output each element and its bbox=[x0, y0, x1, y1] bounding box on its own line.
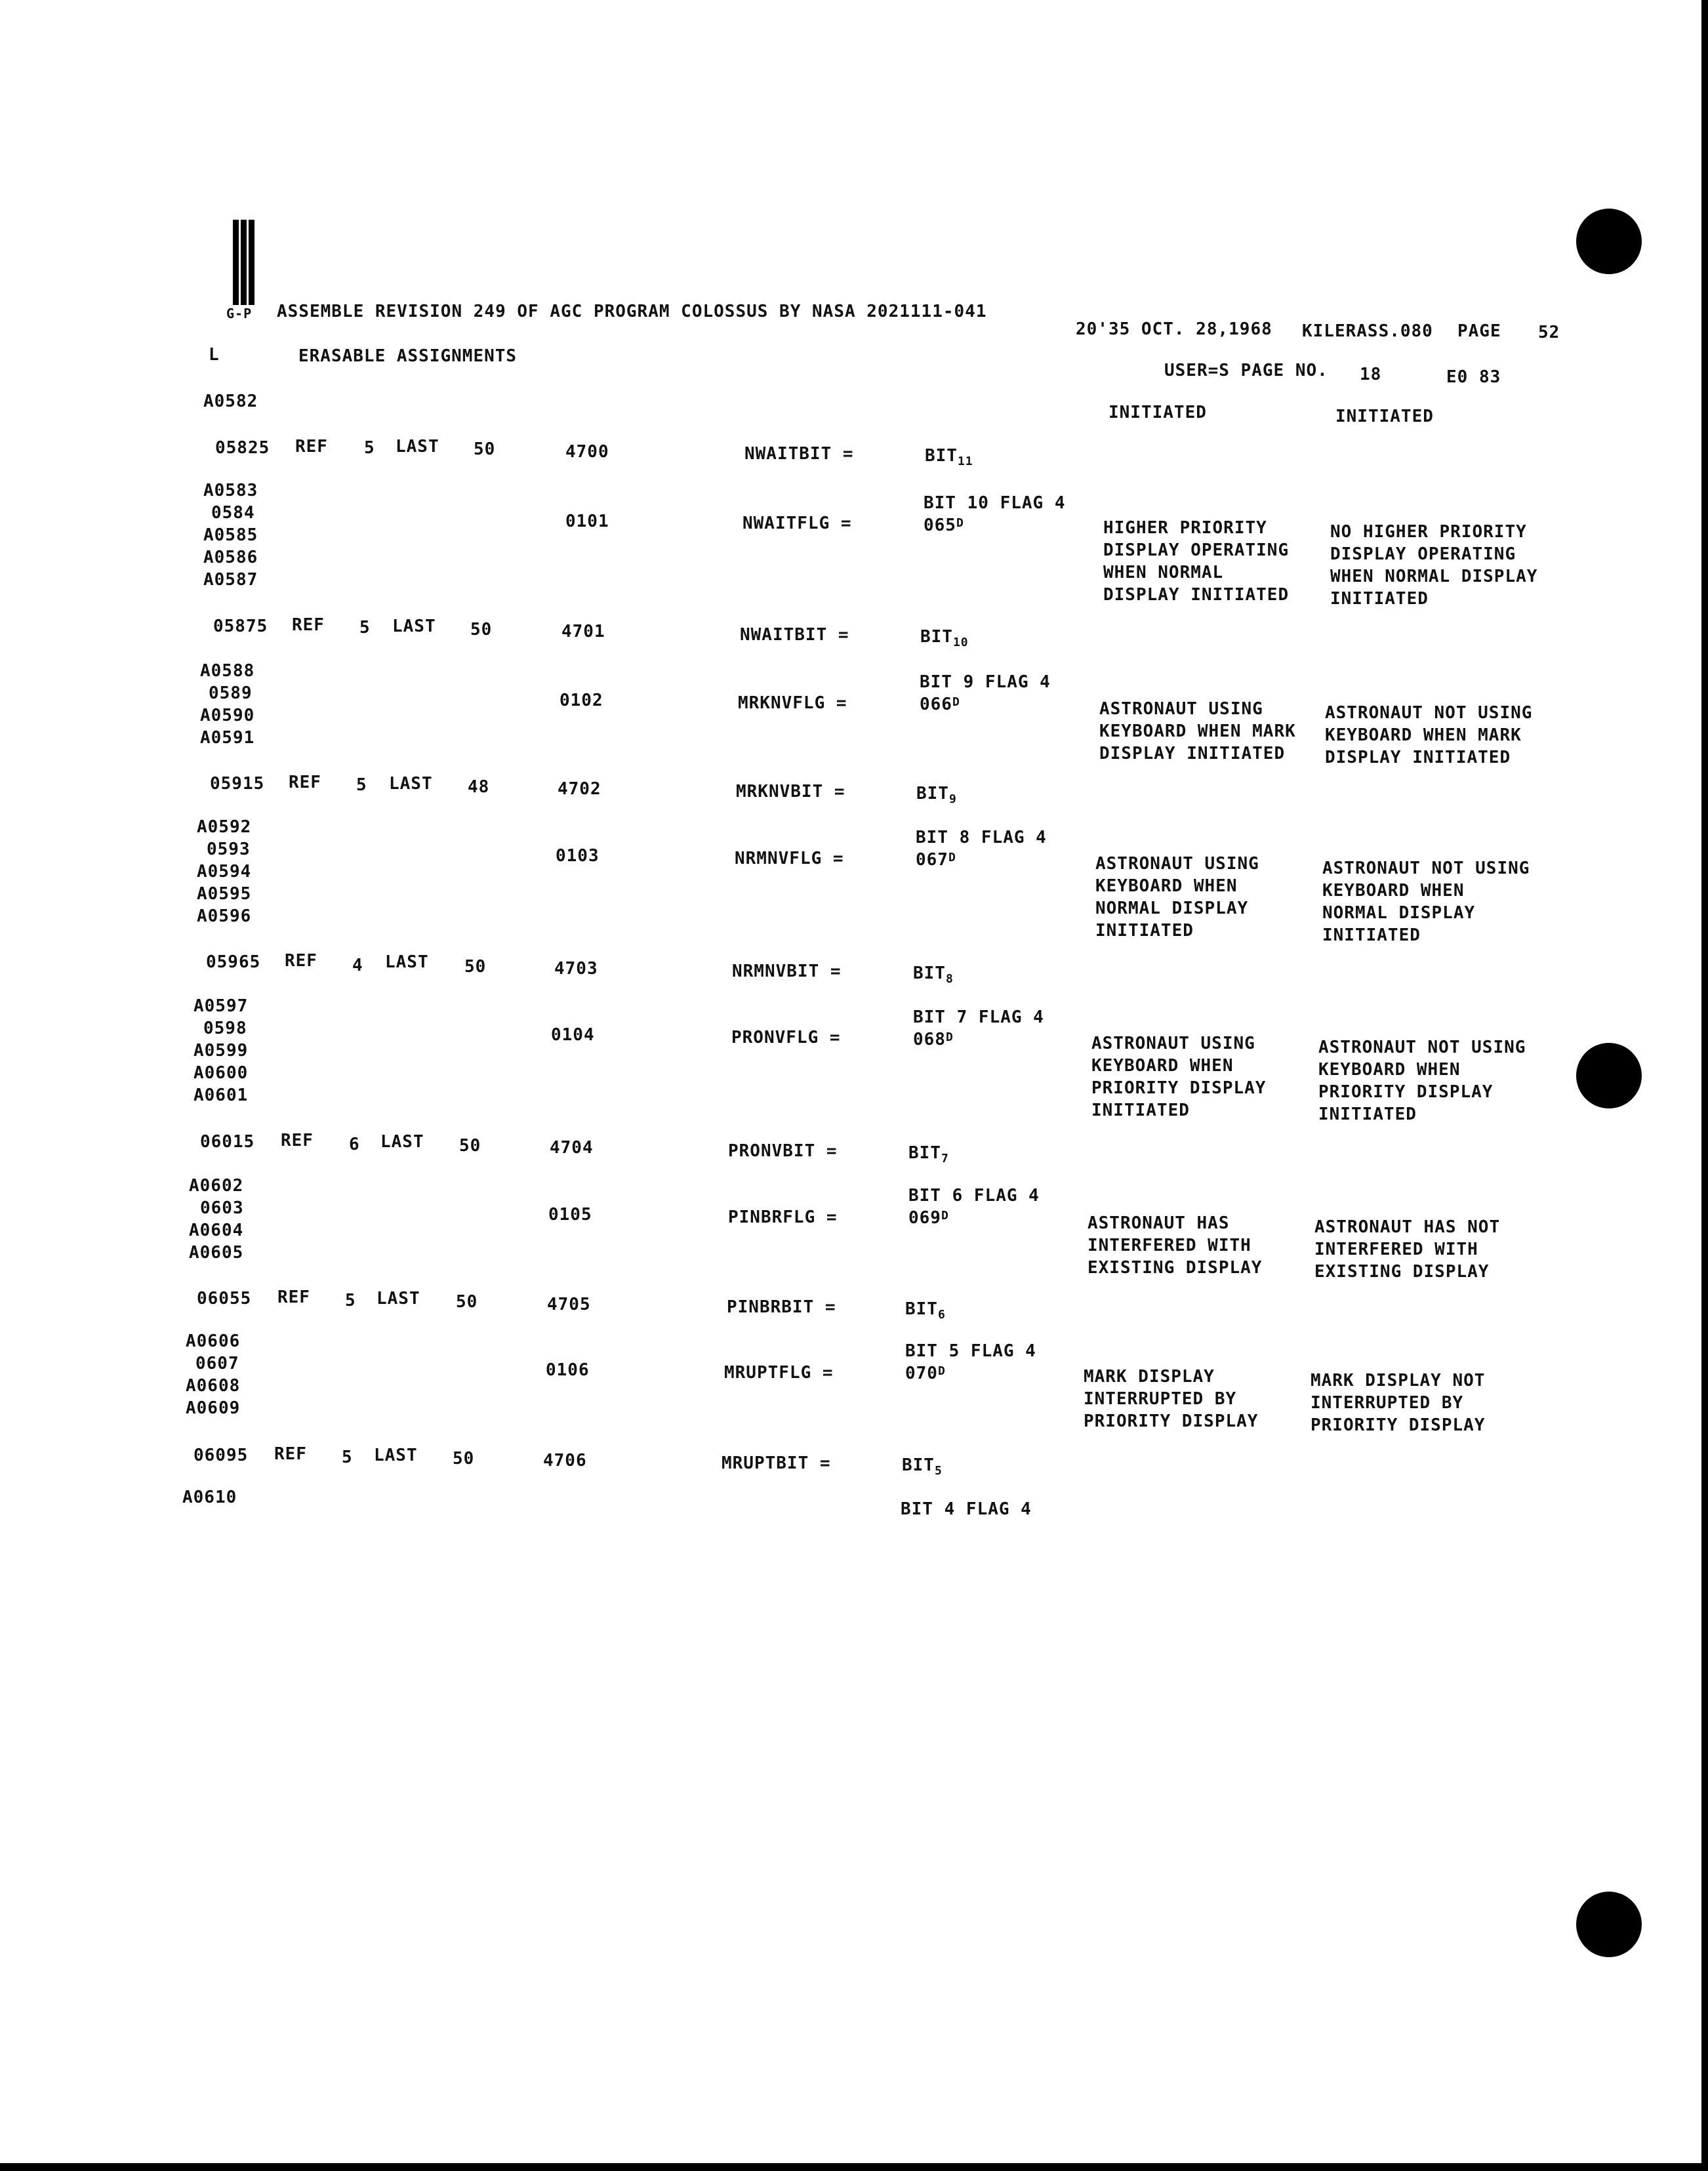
symbol-name: NWAITFLG = bbox=[742, 514, 852, 533]
comment-set: ASTRONAUT HAS INTERFERED WITH EXISTING DISPLAY bbox=[1088, 1213, 1263, 1278]
flag-code: $065^D$ bbox=[924, 516, 964, 535]
last-value: 50 bbox=[459, 1136, 481, 1156]
rev-number: 06095 bbox=[193, 1446, 249, 1465]
line-label: A0586 bbox=[203, 548, 258, 567]
line-label: 0603 bbox=[200, 1198, 244, 1218]
address: 4704 bbox=[550, 1138, 594, 1158]
line-label: 0598 bbox=[203, 1019, 247, 1038]
last-label: LAST bbox=[385, 952, 429, 972]
last-value: 50 bbox=[474, 439, 496, 459]
line-label: A0595 bbox=[197, 884, 252, 904]
symbol-name: NRMNVFLG = bbox=[735, 849, 844, 868]
ref-label: REF bbox=[285, 951, 317, 971]
column-initiated-1: INITIATED bbox=[1108, 403, 1207, 422]
address: 0103 bbox=[556, 846, 600, 866]
address: 4706 bbox=[543, 1451, 587, 1471]
rev-number: 06015 bbox=[200, 1132, 255, 1152]
line-label: 0607 bbox=[195, 1354, 239, 1373]
comment-set: MARK DISPLAY INTERRUPTED BY PRIORITY DISPLAY bbox=[1084, 1367, 1259, 1431]
bit-value: $BIT_{10}$ bbox=[920, 627, 969, 649]
flag-code: $066^D$ bbox=[920, 695, 960, 714]
comment-set: ASTRONAUT USING KEYBOARD WHEN PRIORITY DISPLAY INITIATED bbox=[1091, 1034, 1267, 1120]
ref-count: 4 bbox=[352, 956, 363, 975]
last-label: LAST bbox=[396, 437, 439, 457]
user-page-number: 18 bbox=[1360, 365, 1382, 384]
symbol-name: PINBRFLG = bbox=[728, 1207, 838, 1227]
line-label: A0596 bbox=[197, 906, 252, 926]
header-page-label: PAGE bbox=[1457, 321, 1501, 341]
ref-label: REF bbox=[274, 1444, 307, 1464]
symbol-name: PRONVBIT = bbox=[728, 1141, 838, 1161]
ref-count: 5 bbox=[359, 618, 371, 638]
column-initiated-2: INITIATED bbox=[1335, 407, 1434, 426]
flag-code: $070^D$ bbox=[905, 1364, 946, 1383]
bit-flag: BIT 7 FLAG 4 bbox=[913, 1007, 1044, 1027]
address: 4705 bbox=[547, 1295, 591, 1314]
line-label: 0589 bbox=[209, 683, 253, 703]
line-label: A0608 bbox=[186, 1376, 241, 1396]
line-label: A0588 bbox=[200, 661, 255, 681]
symbol-name: MRKNVFLG = bbox=[738, 693, 847, 713]
line-label: A0592 bbox=[197, 817, 252, 837]
last-value: 50 bbox=[464, 957, 487, 977]
bit-value: $BIT_5$ bbox=[902, 1455, 943, 1478]
bit-value: $BIT_8$ bbox=[913, 964, 954, 986]
last-label: LAST bbox=[380, 1132, 424, 1152]
line-label: 0584 bbox=[211, 503, 255, 523]
last-label: LAST bbox=[392, 617, 436, 636]
address: 0105 bbox=[548, 1205, 592, 1225]
flag-code: $067^D$ bbox=[916, 850, 956, 870]
address: 0106 bbox=[546, 1360, 590, 1380]
user-page-label: USER=S PAGE NO. bbox=[1164, 361, 1328, 380]
rev-number: 05875 bbox=[213, 617, 268, 636]
last-label: LAST bbox=[374, 1446, 418, 1465]
bit-value: $BIT_6$ bbox=[905, 1299, 946, 1322]
symbol-name: PRONVFLG = bbox=[731, 1028, 841, 1047]
line-label: A0582 bbox=[203, 392, 258, 411]
symbol-name: MRKNVBIT = bbox=[736, 782, 845, 801]
header-title: ASSEMBLE REVISION 249 OF AGC PROGRAM COLOSSUS BY NASA 2021111-041 bbox=[277, 302, 987, 321]
rev-number: 05915 bbox=[210, 774, 265, 794]
ref-count: 5 bbox=[345, 1291, 356, 1310]
comment-reset: MARK DISPLAY NOT INTERRUPTED BY PRIORITY DISPLAY bbox=[1311, 1371, 1486, 1435]
symbol-name: PINBRBIT = bbox=[727, 1297, 836, 1317]
comment-set: ASTRONAUT USING KEYBOARD WHEN MARK DISPLAY INITIATED bbox=[1099, 699, 1296, 763]
line-label: A0587 bbox=[203, 570, 258, 590]
header-eo: E0 83 bbox=[1446, 367, 1501, 387]
line-label: A0605 bbox=[189, 1243, 244, 1263]
bit-flag: BIT 6 FLAG 4 bbox=[908, 1186, 1040, 1206]
last-label: LAST bbox=[376, 1289, 420, 1309]
punch-hole-bottom bbox=[1576, 1892, 1642, 1957]
comment-reset: ASTRONAUT NOT USING KEYBOARD WHEN MARK DISPLAY INITIATED bbox=[1325, 703, 1533, 767]
symbol-name: NWAITBIT = bbox=[740, 625, 849, 645]
line-label: A0601 bbox=[193, 1086, 249, 1105]
symbol-name: MRUPTFLG = bbox=[724, 1363, 834, 1383]
comment-set: HIGHER PRIORITY DISPLAY OPERATING WHEN NORMAL DISPLAY INITIATED bbox=[1103, 518, 1290, 605]
ref-label: REF bbox=[277, 1288, 310, 1307]
section-title: ERASABLE ASSIGNMENTS bbox=[298, 346, 518, 366]
bit-value: $BIT_{11}$ bbox=[925, 446, 973, 468]
line-label: A0594 bbox=[197, 862, 252, 882]
line-label: A0591 bbox=[200, 728, 255, 748]
bit-value: $BIT_9$ bbox=[916, 784, 957, 806]
bit-flag: BIT 5 FLAG 4 bbox=[905, 1341, 1036, 1361]
bit-value: $BIT_7$ bbox=[908, 1143, 949, 1166]
register-mark-bars bbox=[233, 220, 255, 305]
address: 4703 bbox=[554, 959, 598, 979]
punch-hole-top bbox=[1576, 209, 1642, 274]
ref-label: REF bbox=[292, 615, 325, 635]
rev-number: 05965 bbox=[206, 952, 261, 972]
header-page-number: 52 bbox=[1538, 323, 1560, 342]
ref-label: REF bbox=[289, 773, 321, 792]
last-value: 48 bbox=[468, 777, 490, 797]
header-flag-l: L bbox=[209, 345, 220, 365]
address: 4700 bbox=[565, 442, 609, 462]
address: 4701 bbox=[561, 622, 605, 641]
ref-count: 5 bbox=[364, 438, 375, 458]
ref-label: REF bbox=[281, 1131, 314, 1150]
flag-code: $068^D$ bbox=[913, 1030, 954, 1049]
line-label: A0599 bbox=[193, 1041, 249, 1061]
flag-code: $069^D$ bbox=[908, 1208, 949, 1228]
ref-count: 5 bbox=[356, 775, 367, 795]
header-mark: G-P bbox=[226, 306, 253, 321]
ref-label: REF bbox=[295, 437, 328, 457]
address: 0104 bbox=[551, 1025, 595, 1045]
address: 4702 bbox=[558, 779, 601, 799]
bit-flag: BIT 10 FLAG 4 bbox=[924, 493, 1066, 513]
ref-count: 5 bbox=[342, 1448, 353, 1467]
punch-hole-middle bbox=[1576, 1043, 1642, 1108]
line-label: A0602 bbox=[189, 1176, 244, 1196]
comment-reset: NO HIGHER PRIORITY DISPLAY OPERATING WHEN NORMAL DISPLAY INITIATED bbox=[1330, 522, 1538, 609]
line-label: A0585 bbox=[203, 525, 258, 545]
symbol-name: NWAITBIT = bbox=[744, 444, 854, 464]
line-label: A0590 bbox=[200, 706, 255, 725]
symbol-name: MRUPTBIT = bbox=[722, 1453, 831, 1473]
line-label: A0606 bbox=[186, 1331, 241, 1351]
bit-flag: BIT 9 FLAG 4 bbox=[920, 672, 1051, 692]
symbol-name: NRMNVBIT = bbox=[732, 962, 842, 981]
last-value: 50 bbox=[453, 1449, 475, 1469]
ref-count: 6 bbox=[349, 1135, 360, 1154]
bit-flag: BIT 4 FLAG 4 bbox=[901, 1499, 1032, 1519]
last-value: 50 bbox=[470, 620, 493, 639]
line-label: A0610 bbox=[182, 1488, 237, 1507]
line-label: A0609 bbox=[186, 1398, 241, 1418]
rev-number: 05825 bbox=[215, 438, 270, 458]
last-label: LAST bbox=[389, 774, 433, 794]
rev-number: 06055 bbox=[197, 1289, 252, 1309]
last-value: 50 bbox=[456, 1292, 478, 1312]
line-label: A0597 bbox=[193, 996, 249, 1016]
bit-flag: BIT 8 FLAG 4 bbox=[916, 828, 1047, 847]
comment-reset: ASTRONAUT HAS NOT INTERFERED WITH EXISTING DISPLAY bbox=[1314, 1217, 1501, 1282]
header-file: KILERASS.080 bbox=[1302, 321, 1433, 341]
address: 0101 bbox=[565, 512, 609, 531]
line-label: 0593 bbox=[207, 840, 251, 859]
comment-reset: ASTRONAUT NOT USING KEYBOARD WHEN NORMAL DISPLAY INITIATED bbox=[1322, 859, 1530, 945]
line-label: A0583 bbox=[203, 481, 258, 500]
line-label: A0604 bbox=[189, 1221, 244, 1240]
header-time: 20'35 OCT. 28,1968 bbox=[1076, 319, 1272, 339]
comment-reset: ASTRONAUT NOT USING KEYBOARD WHEN PRIORITY DISPLAY INITIATED bbox=[1318, 1038, 1526, 1124]
address: 0102 bbox=[559, 691, 603, 710]
comment-set: ASTRONAUT USING KEYBOARD WHEN NORMAL DISPLAY INITIATED bbox=[1095, 854, 1259, 941]
line-label: A0600 bbox=[193, 1063, 249, 1083]
